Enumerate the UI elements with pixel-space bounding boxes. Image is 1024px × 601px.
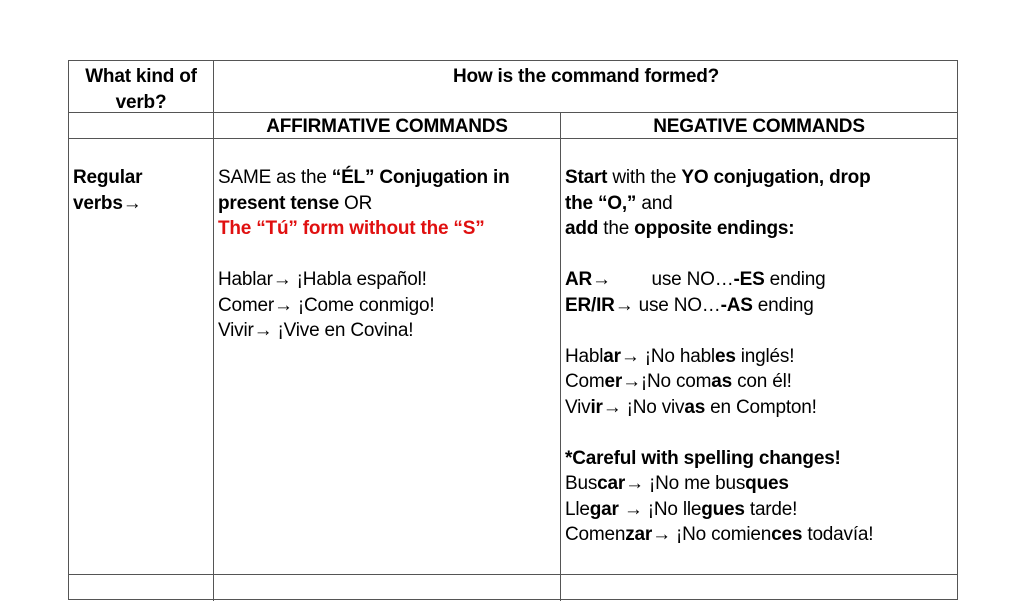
text: ¡No habl <box>639 345 715 367</box>
affirmative-content <box>218 165 558 344</box>
text: Viv <box>565 396 591 418</box>
text-bold: ques <box>745 473 789 494</box>
text: inglés! <box>735 345 795 367</box>
row-divider <box>69 574 957 575</box>
text-bold: present tense <box>218 192 339 214</box>
text: Comen <box>565 524 626 545</box>
text: Com <box>565 371 605 392</box>
negative-example-comer <box>565 369 957 395</box>
subheader-affirmative <box>214 114 560 140</box>
arrow-icon: → <box>253 320 273 341</box>
header-verb-kind-text: What kind of verb? <box>85 66 197 113</box>
text: en Compton! <box>705 396 817 418</box>
subheader-negative <box>561 114 957 140</box>
text-bold: car <box>597 473 626 494</box>
text: ¡No viv <box>621 396 685 418</box>
text: the <box>598 218 635 239</box>
text: ¡No lle <box>642 498 702 520</box>
text-bold: zar <box>625 524 653 545</box>
text: todavía! <box>802 524 874 545</box>
text: Bus <box>565 473 598 494</box>
negative-label: NEGATIVE COMMANDS <box>653 116 865 137</box>
negative-example-vivir <box>565 395 957 421</box>
text-bold: AR <box>565 269 593 290</box>
negative-rule-line3 <box>565 216 957 242</box>
text: Comer <box>218 294 275 316</box>
text-bold: YO conjugation, drop <box>681 167 871 188</box>
text-bold: add <box>565 218 599 239</box>
negative-ending-ar <box>565 267 957 293</box>
affirmative-rule-line3: The “Tú” form without the “S” <box>218 218 485 239</box>
negative-content <box>565 165 957 548</box>
text: Hablar <box>218 269 273 290</box>
arrow-icon: → <box>122 192 142 214</box>
arrow-icon: → <box>652 524 671 545</box>
arrow-icon: → <box>622 371 641 392</box>
affirmative-label: AFFIRMATIVE COMMANDS <box>266 116 508 137</box>
affirmative-rule-line2 <box>218 191 558 217</box>
negative-example-comenzar <box>565 522 957 548</box>
text-bold: ir <box>590 396 603 418</box>
text-bold: “ÉL” Conjugation in <box>331 167 510 188</box>
header-how-formed <box>214 64 958 90</box>
negative-rule-line1 <box>565 165 957 191</box>
arrow-icon: → <box>614 294 634 316</box>
column-divider-2 <box>560 113 561 601</box>
text: SAME as the <box>218 167 332 188</box>
header-how-formed-text: How is the command formed? <box>452 66 720 87</box>
text: ¡Habla español! <box>291 269 427 290</box>
text: ¡No comien <box>670 524 772 545</box>
negative-spelling-warning: *Careful with spelling changes! <box>565 447 841 469</box>
text-bold: gues <box>701 498 745 520</box>
text: con él! <box>732 371 792 392</box>
text: Lle <box>565 498 590 520</box>
text: use NO… <box>610 269 734 290</box>
text-bold: ER/IR <box>565 294 615 316</box>
row-label-regular-verbs <box>73 165 211 216</box>
text: ¡Vive en Covina! <box>272 320 414 341</box>
text-bold: opposite endings: <box>634 218 795 239</box>
row-label-line1: Regular <box>73 167 143 188</box>
negative-example-buscar <box>565 471 957 497</box>
command-table <box>68 60 958 600</box>
text: ¡No com <box>640 371 712 392</box>
text: Habl <box>565 345 604 367</box>
arrow-icon: → <box>620 345 640 367</box>
column-divider-1 <box>213 61 214 601</box>
header-verb-kind <box>69 64 213 115</box>
negative-ending-er-ir <box>565 293 957 319</box>
text: tarde! <box>744 498 798 520</box>
text-bold: -ES <box>733 269 765 290</box>
arrow-icon: → <box>623 498 643 520</box>
arrow-icon: → <box>602 396 622 418</box>
text-bold: the “O,” <box>565 192 637 214</box>
arrow-icon: → <box>625 473 644 494</box>
text-bold: es <box>714 345 736 367</box>
text: and <box>636 192 673 214</box>
text-bold: Start <box>565 167 608 188</box>
arrow-icon: → <box>274 294 293 316</box>
text-bold: as <box>684 396 706 418</box>
text: Vivir <box>218 320 254 341</box>
text-bold: ar <box>603 345 621 367</box>
row-label-line2 <box>73 191 211 217</box>
negative-rule-line2 <box>565 191 957 217</box>
text: ¡No me bus <box>643 473 746 494</box>
negative-example-hablar <box>565 344 957 370</box>
text-bold: gar <box>589 498 619 520</box>
text: ending <box>764 269 826 290</box>
text-bold: er <box>604 371 623 392</box>
text: ¡Come conmigo! <box>292 294 435 316</box>
text-bold: as <box>711 371 733 392</box>
row-label-verbs: verbs <box>73 192 123 214</box>
affirmative-rule-line1 <box>218 165 558 191</box>
affirmative-example-vivir <box>218 318 558 344</box>
text: with the <box>607 167 682 188</box>
arrow-icon: → <box>272 269 292 290</box>
text: ending <box>752 294 814 316</box>
affirmative-example-comer <box>218 293 558 319</box>
text: use NO… <box>633 294 721 316</box>
negative-example-llegar <box>565 497 957 523</box>
affirmative-example-hablar <box>218 267 558 293</box>
text-bold: -AS <box>720 294 753 316</box>
arrow-icon: → <box>592 269 611 290</box>
text-bold: ces <box>771 524 803 545</box>
text: OR <box>338 192 373 214</box>
